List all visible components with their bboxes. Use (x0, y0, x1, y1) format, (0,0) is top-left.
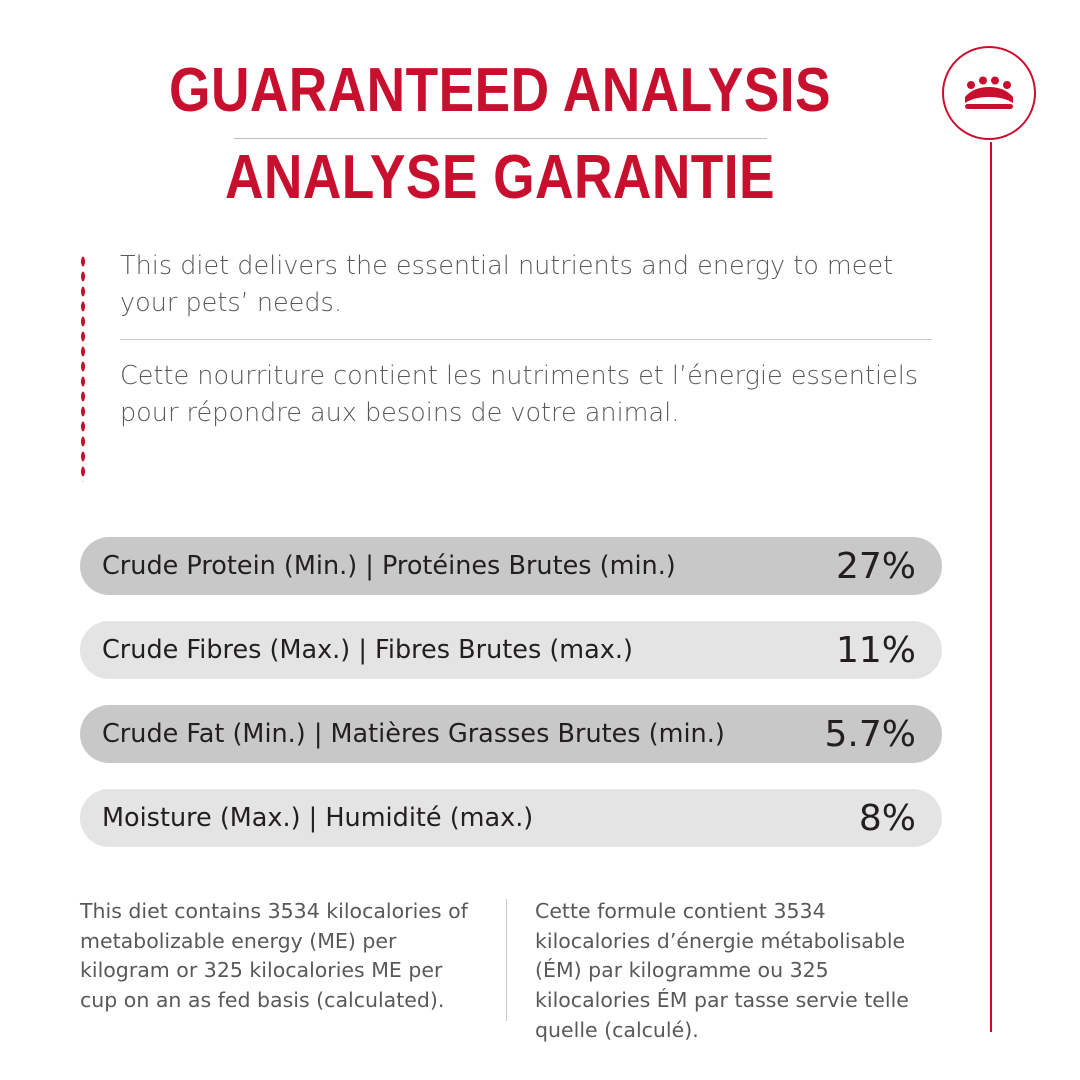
nutrient-list (80, 537, 942, 873)
intro-text-french: Cette nourriture contient les nutriments et l’énergie essentiels pour répondre aux besoins de votre animal. (120, 361, 919, 429)
intro-section (80, 248, 940, 432)
nutrient-row (80, 537, 942, 595)
footer-text-english: This diet contains 3534 kilocalories of metabolizable energy (ME) per kilogram or 325 kilocalories ME per cup on an as fed basis (calculated). (80, 899, 468, 1013)
royal-canin-crown-icon (961, 75, 1017, 111)
nutrient-label: Crude Protein (Min.) | Protéines Brutes (min.) (102, 551, 676, 581)
title-english: GUARANTEED ANALYSIS (169, 56, 831, 125)
vertical-accent-line (990, 142, 992, 1032)
footer-section (80, 897, 964, 1046)
nutrient-row (80, 621, 942, 679)
nutrient-label: Crude Fibres (Max.) | Fibres Brutes (max.) (102, 635, 633, 665)
nutrient-label: Crude Fat (Min.) | Matières Grasses Brutes (min.) (102, 719, 725, 749)
brand-logo (942, 46, 1038, 142)
title-divider (234, 138, 767, 139)
title-french: ANALYSE GARANTIE (224, 143, 776, 212)
dotted-accent-rule (80, 254, 86, 482)
nutrient-value: 11% (835, 629, 916, 671)
intro-divider (120, 339, 932, 340)
nutrient-label: Moisture (Max.) | Humidité (max.) (102, 803, 534, 833)
nutrient-value: 5.7% (824, 713, 916, 755)
footer-divider (506, 899, 507, 1021)
nutrient-value: 27% (835, 545, 916, 587)
nutrient-row (80, 789, 942, 847)
footer-text-french: Cette formule contient 3534 kilocalories d’énergie métabolisable (ÉM) par kilogramme ou 325 kilocalories ÉM par tasse servie telle quelle (calculé). (535, 899, 909, 1042)
page-title (80, 56, 920, 212)
nutrient-row (80, 705, 942, 763)
nutrient-value: 8% (858, 797, 916, 839)
intro-text-english: This diet delivers the essential nutrients and energy to meet your pets’ needs. (120, 251, 894, 318)
logo-circle (942, 46, 1036, 140)
